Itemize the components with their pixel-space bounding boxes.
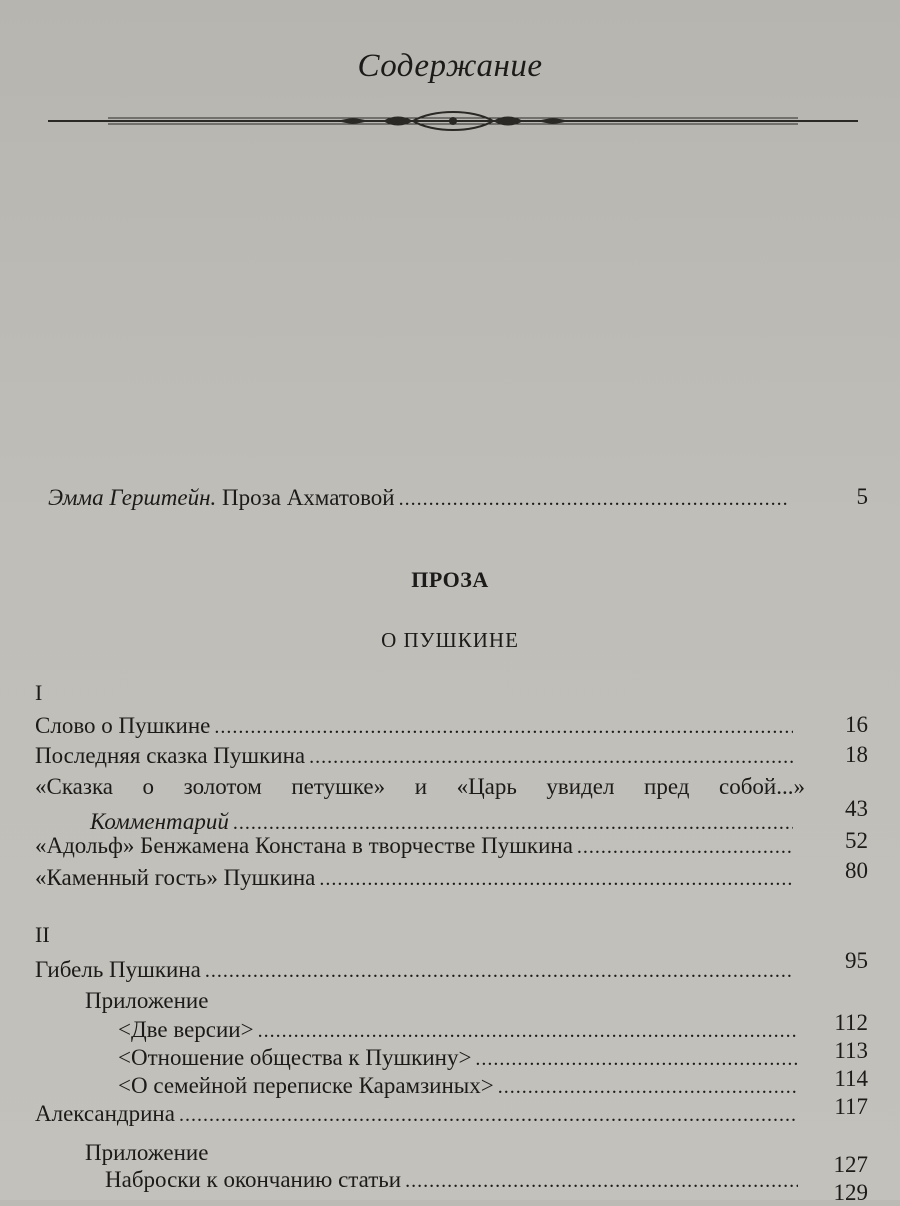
leader-dots bbox=[399, 485, 789, 513]
section-subheading: О ПУШКИНЕ bbox=[381, 628, 519, 652]
entry-title: Комментарий bbox=[90, 809, 229, 834]
toc-entry[interactable] bbox=[35, 712, 797, 741]
entry-page: 16 bbox=[845, 712, 868, 737]
entry-title: Наброски к окончанию статьи bbox=[105, 1167, 402, 1192]
toc-entry[interactable] bbox=[118, 1072, 802, 1101]
toc-entry[interactable] bbox=[35, 1100, 802, 1129]
page-title: Содержание bbox=[357, 48, 543, 84]
intro-title: Проза Ахматовой bbox=[222, 485, 395, 510]
part-numeral-1: I bbox=[35, 680, 43, 705]
entry-page: 43 bbox=[845, 796, 868, 821]
entry-page: 80 bbox=[845, 858, 868, 883]
section-heading: ПРОЗА bbox=[411, 567, 489, 592]
entry-title: Последняя сказка Пушкина bbox=[35, 743, 306, 768]
entry-title: Слово о Пушкине bbox=[35, 713, 211, 738]
entry-page: 113 bbox=[834, 1038, 868, 1063]
entry-title: <О семейной переписке Карамзиных> bbox=[118, 1073, 494, 1098]
entry-title: <Отношение общества к Пушкину> bbox=[118, 1045, 472, 1070]
toc-entry[interactable] bbox=[118, 1016, 802, 1045]
entry-title: Гибель Пушкина bbox=[35, 957, 201, 982]
toc-entry[interactable] bbox=[105, 1166, 802, 1195]
toc-entry[interactable] bbox=[35, 956, 797, 985]
entry-title: Александрина bbox=[35, 1101, 175, 1126]
entry-page: 18 bbox=[845, 742, 868, 767]
part-numeral-2: II bbox=[35, 922, 50, 947]
toc-entry[interactable] bbox=[118, 1044, 802, 1073]
entry-page: 52 bbox=[845, 828, 868, 853]
appendix-label: Приложение bbox=[85, 988, 209, 1013]
toc-entry[interactable] bbox=[35, 832, 797, 861]
toc-entry[interactable] bbox=[35, 864, 797, 893]
entry-page: 114 bbox=[834, 1066, 868, 1091]
toc-entry[interactable] bbox=[35, 742, 797, 771]
entry-title: «Каменный гость» Пушкина bbox=[35, 865, 316, 890]
intro-page-number: 5 bbox=[856, 484, 868, 509]
toc-entry-intro[interactable] bbox=[48, 484, 793, 513]
ornament-divider bbox=[48, 106, 858, 136]
entry-page: 117 bbox=[834, 1094, 868, 1119]
entry-page: 127 bbox=[833, 1152, 868, 1177]
toc-entry-title-line[interactable]: «Сказка о золотом петушке» и «Царь увидел пред собой...» bbox=[35, 774, 805, 799]
entry-page: 129 bbox=[833, 1180, 868, 1205]
appendix-label: Приложение bbox=[85, 1140, 209, 1165]
entry-page: 112 bbox=[834, 1010, 868, 1035]
entry-page: 95 bbox=[845, 948, 868, 973]
entry-title: <Две версии> bbox=[118, 1017, 254, 1042]
intro-author: Эмма Герштейн. bbox=[48, 485, 217, 510]
entry-title: «Адольф» Бенжамена Констана в творчестве Пушкина bbox=[35, 833, 573, 858]
